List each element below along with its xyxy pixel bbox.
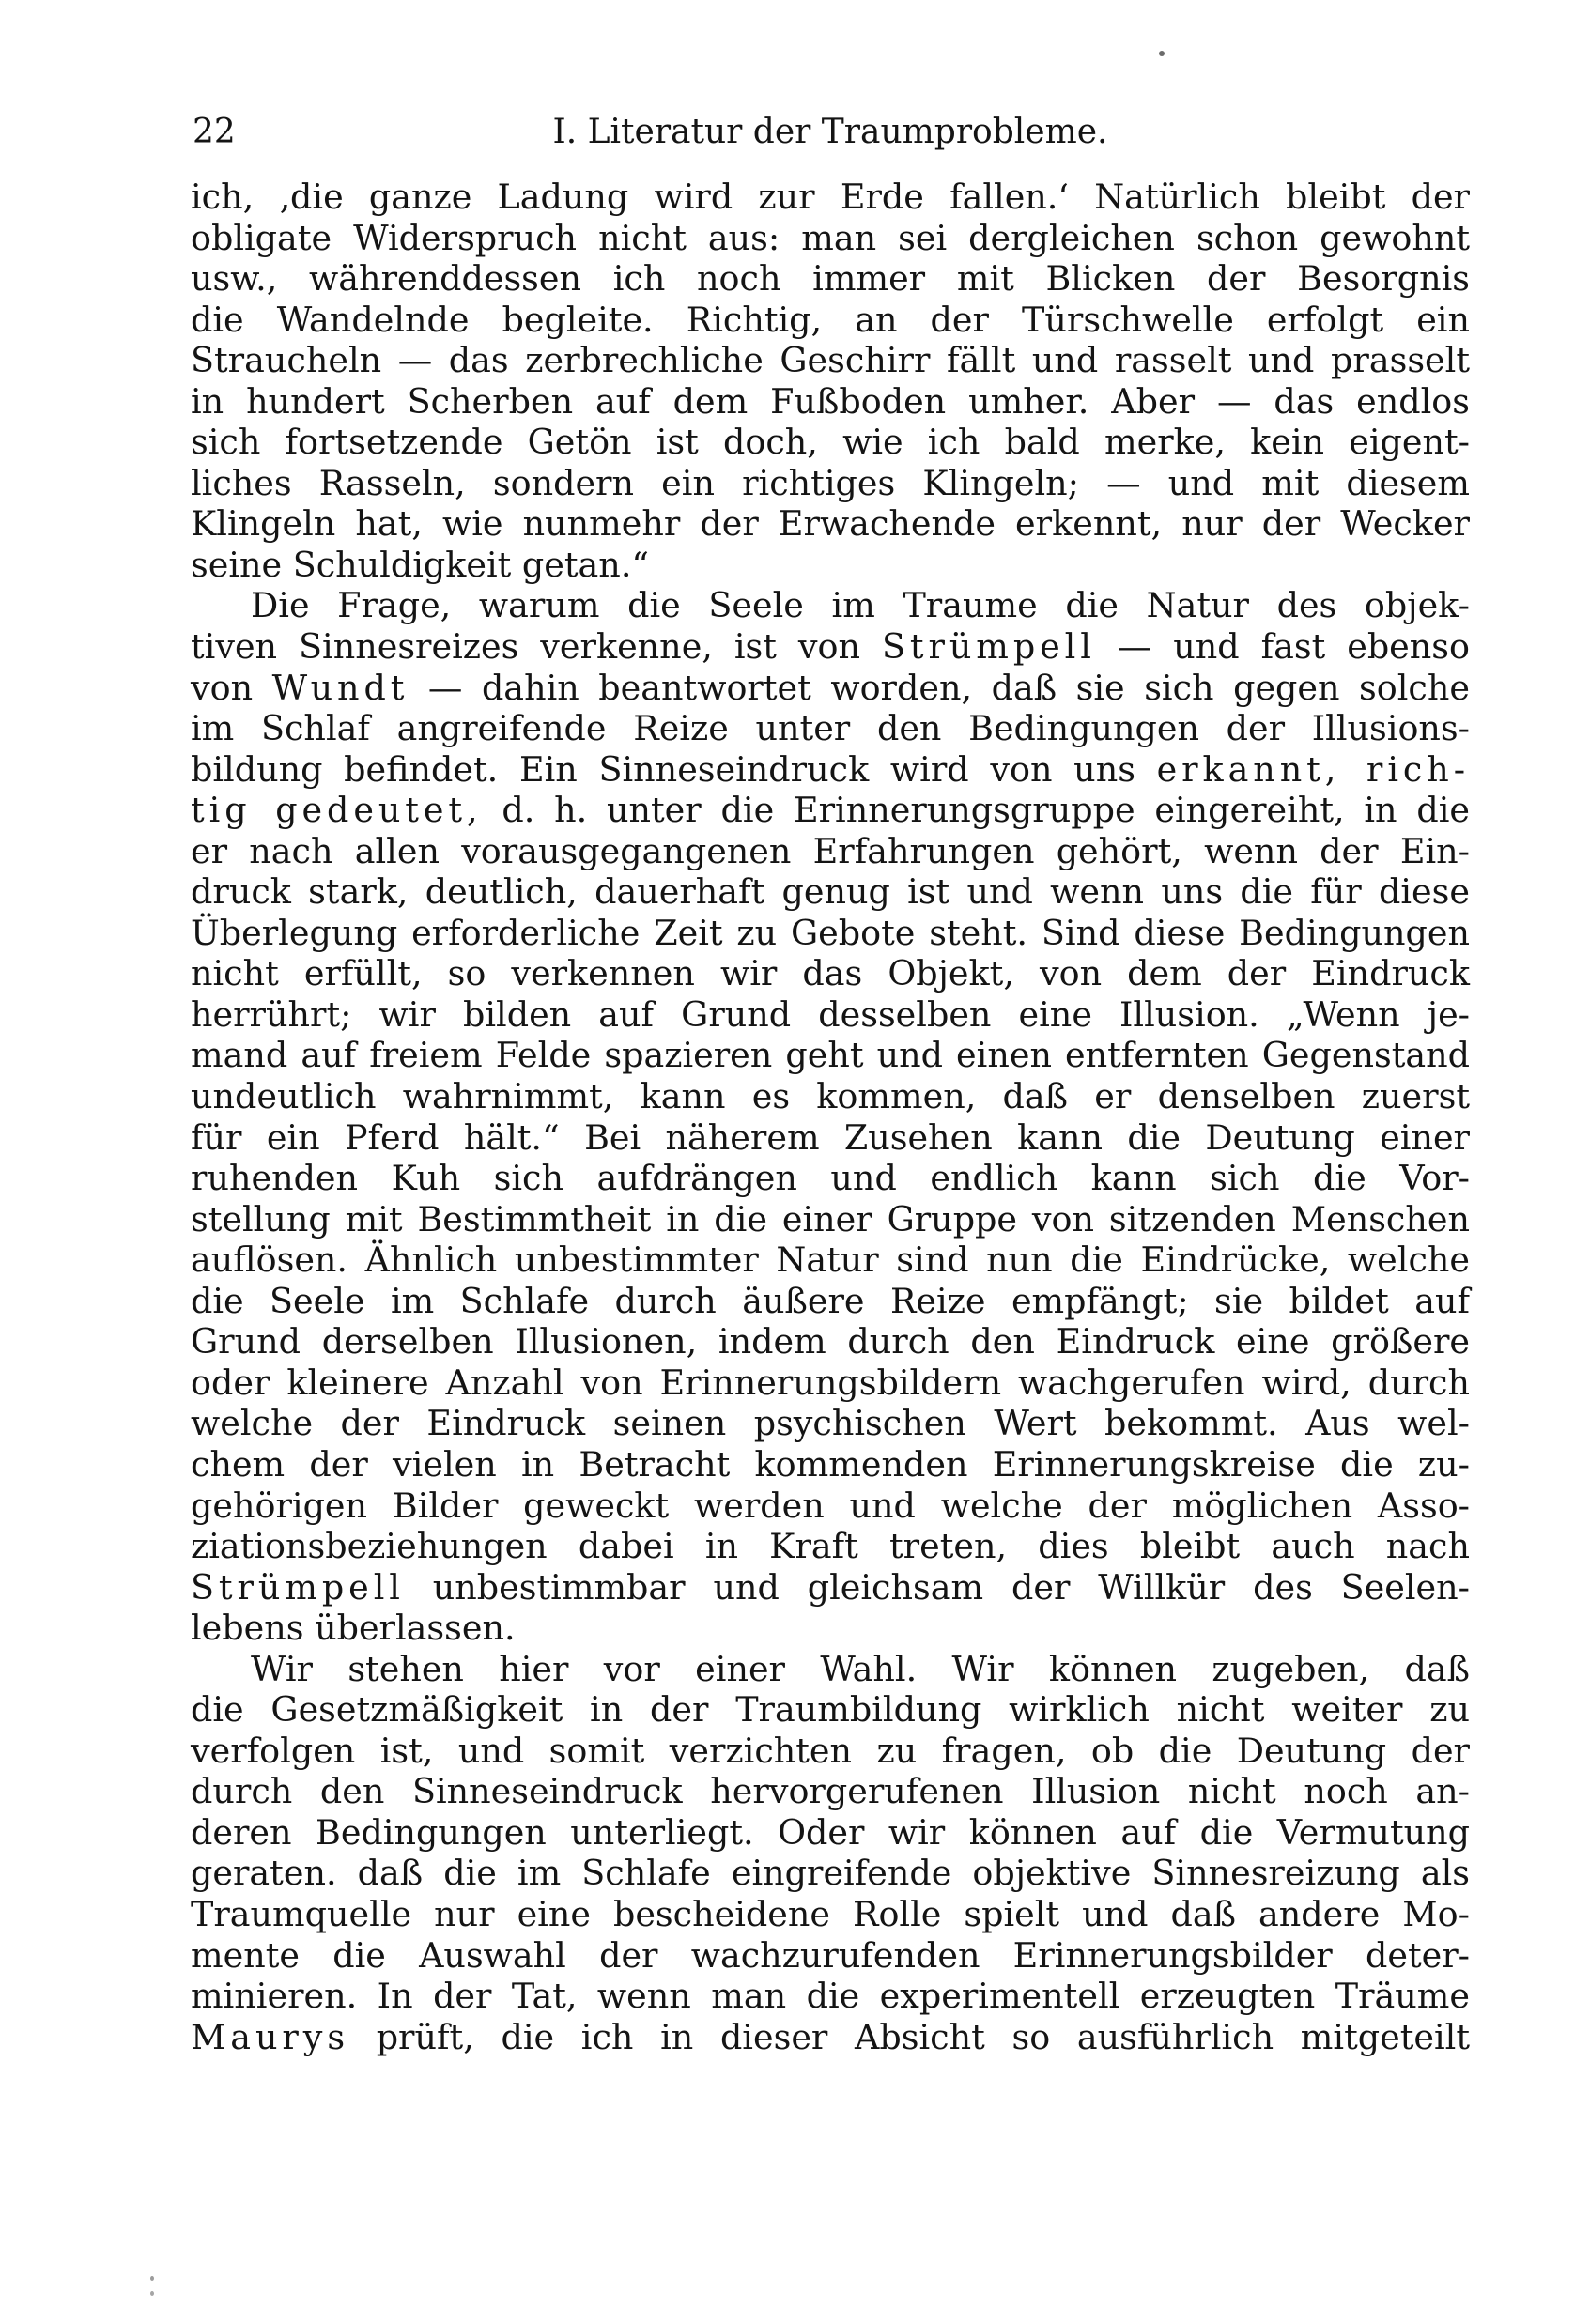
text-line (191, 1853, 1470, 1894)
text-segment: oder kleinere Anzahl von Erinnerungsbildern wachgerufen wird, durch (191, 1362, 1470, 1403)
text-line (191, 1894, 1470, 1935)
text-line (191, 1812, 1470, 1854)
letterspaced-text: tig gedeutet, (191, 790, 483, 831)
text-segment: gehörigen Bilder geweckt werden und welche der möglichen Asso- (191, 1485, 1470, 1526)
text-segment: die Seele im Schlafe durch äußere Reize empfängt; sie bildet auf (191, 1280, 1470, 1321)
text-segment: ich, ‚die ganze Ladung wird zur Erde fallen.‘ Natürlich bleibt der (191, 177, 1470, 217)
text-segment: auflösen. Ähnlich unbestimmter Natur sind nun die Eindrücke, welche (191, 1239, 1470, 1281)
text-line (191, 1935, 1470, 1977)
text-segment: liches Rasseln, sondern ein richtiges Klingeln; — und mit diesem (191, 462, 1470, 503)
text-segment: Die Frage, warum die Seele im Traume die Natur des objek- (251, 585, 1470, 626)
text-segment: prüft, die ich in dieser Absicht so ausführlich mitgeteilt (349, 2016, 1470, 2057)
page-number: 22 (193, 113, 236, 151)
text-line (191, 1771, 1470, 1812)
text-segment: nicht erfüllt, so verkennen wir das Objekt, von dem der Eindruck (191, 953, 1470, 994)
text-line (191, 831, 1470, 872)
scan-speck (1159, 51, 1165, 56)
running-title: I. Literatur der Traumprobleme. (552, 113, 1108, 151)
text-segment: — und fast ebenso (1095, 626, 1470, 668)
text-line (191, 545, 1470, 586)
text-line (191, 1649, 1470, 1690)
text-line (191, 1731, 1470, 1772)
text-line (191, 177, 1470, 218)
text-segment: tiven Sinnesreizes verkenne, ist von (191, 626, 882, 668)
text-segment: ruhenden Kuh sich aufdrängen und endlich kann sich die Vor- (191, 1158, 1470, 1199)
text-line (191, 381, 1470, 423)
text-segment: lebens überlassen. (191, 1608, 516, 1649)
text-line (191, 1239, 1470, 1281)
text-segment: deren Bedingungen unterliegt. Oder wir können auf die Vermutung (191, 1811, 1470, 1853)
letterspaced-text: Strümpell (191, 1566, 405, 1608)
text-line (191, 1689, 1470, 1731)
scan-speck (150, 2291, 154, 2296)
text-segment: im Schlaf angreifende Reize unter den Bedingungen der Illusions- (191, 708, 1470, 749)
text-segment: verfolgen ist, und somit verzichten zu fragen, ob die Deutung der (191, 1730, 1470, 1771)
text-line (191, 1567, 1470, 1608)
text-segment: sich fortsetzende Getön ist doch, wie ich bald merke, kein eigent- (191, 422, 1470, 463)
text-segment: bildung befindet. Ein Sinneseindruck wird von uns (191, 748, 1157, 790)
text-line (191, 668, 1470, 709)
text-segment: für ein Pferd hält.“ Bei näherem Zusehen kann die Deutung einer (191, 1116, 1470, 1158)
text-segment: Straucheln — das zerbrechliche Geschirr fällt und rasselt und prasselt (191, 340, 1470, 381)
text-segment: chem der vielen in Betracht kommenden Erinnerungskreise die zu- (191, 1443, 1470, 1485)
text-line (191, 913, 1470, 954)
text-segment: Überlegung erforderliche Zeit zu Gebote steht. Sind diese Bedingungen (191, 912, 1470, 953)
text-segment: in hundert Scherben auf dem Fußboden umher. Aber — das endlos (191, 380, 1470, 422)
text-segment: Grund derselben Illusionen, indem durch den Eindruck eine größere (191, 1321, 1470, 1362)
text-line (191, 1608, 1470, 1649)
text-segment: d. h. unter die Erinnerungsgruppe eingereiht, in die (482, 790, 1471, 831)
letterspaced-text: erkannt, rich- (1156, 748, 1470, 790)
text-line (191, 1076, 1470, 1117)
text-line (191, 2017, 1470, 2058)
text-line (191, 1485, 1470, 1527)
page-header (191, 111, 1470, 154)
text-line (191, 1321, 1470, 1362)
text-line (191, 218, 1470, 259)
text-line (191, 1526, 1470, 1567)
text-line (191, 790, 1470, 831)
text-segment: undeutlich wahrnimmt, kann es kommen, daß er denselben zuerst (191, 1076, 1470, 1117)
text-line (191, 1362, 1470, 1404)
text-segment: obligate Widerspruch nicht aus: man sei dergleichen schon gewohnt (191, 217, 1470, 258)
text-line (191, 1035, 1470, 1076)
text-line (191, 422, 1470, 463)
text-segment: usw., währenddessen ich noch immer mit Blicken der Besorgnis (191, 258, 1470, 300)
text-line (191, 1281, 1470, 1322)
scan-speck (150, 2276, 154, 2281)
text-segment: die Gesetzmäßigkeit in der Traumbildung wirklich nicht weiter zu (191, 1689, 1470, 1731)
text-segment: mente die Auswahl der wachzurufenden Erinnerungsbilder deter- (191, 1934, 1470, 1976)
text-line (191, 1403, 1470, 1444)
text-segment: stellung mit Bestimmtheit in die einer Gruppe von sitzenden Menschen (191, 1198, 1470, 1239)
text-segment: minieren. In der Tat, wenn man die experimentell erzeugten Träume (191, 1976, 1470, 2017)
text-line (191, 708, 1470, 749)
text-segment: herrührt; wir bilden auf Grund desselben eine Illusion. „Wenn je- (191, 993, 1470, 1035)
text-segment: geraten. daß die im Schlafe eingreifende objektive Sinnesreizung als (191, 1853, 1470, 1894)
text-line (191, 1976, 1470, 2017)
text-line (191, 585, 1470, 626)
text-line (191, 994, 1470, 1036)
text-line (191, 258, 1470, 300)
text-line (191, 340, 1470, 381)
text-line (191, 953, 1470, 994)
text-segment: welche der Eindruck seinen psychischen Wert bekommt. Aus wel- (191, 1403, 1470, 1444)
text-segment: seine Schuldigkeit getan.“ (191, 544, 650, 585)
letterspaced-text: Strümpell (881, 626, 1096, 668)
letterspaced-text: Maurys (191, 2016, 350, 2057)
text-segment: druck stark, deutlich, dauerhaft genug ist und wenn uns die für diese (191, 871, 1470, 913)
text-segment: — dahin beantwortet worden, daß sie sich gegen solche (409, 667, 1470, 708)
text-line (191, 1117, 1470, 1159)
text-line (191, 1158, 1470, 1199)
page-text (191, 177, 1470, 2057)
text-segment: Wir stehen hier vor einer Wahl. Wir können zugeben, daß (251, 1648, 1470, 1689)
text-segment: Klingeln hat, wie nunmehr der Erwachende erkennt, nur der Wecker (191, 503, 1470, 545)
text-segment: ziationsbeziehungen dabei in Kraft treten, dies bleibt auch nach (191, 1526, 1470, 1567)
text-segment: mand auf freiem Felde spazieren geht und einen entfernten Gegenstand (191, 1035, 1470, 1076)
text-line (191, 1199, 1470, 1240)
text-line (191, 503, 1470, 545)
text-line (191, 871, 1470, 913)
text-line (191, 463, 1470, 504)
text-line (191, 749, 1470, 791)
text-segment: von (191, 667, 272, 708)
text-segment: er nach allen vorausgegangenen Erfahrungen gehört, wenn der Ein- (191, 830, 1470, 871)
text-segment: die Wandelnde begleite. Richtig, an der Türschwelle erfolgt ein (191, 299, 1470, 340)
text-segment: unbestimmbar und gleichsam der Willkür des Seelen- (404, 1566, 1470, 1608)
letterspaced-text: Wundt (271, 667, 409, 708)
text-line (191, 626, 1470, 668)
text-line (191, 1444, 1470, 1485)
text-line (191, 300, 1470, 341)
text-segment: durch den Sinneseindruck hervorgerufenen Illusion nicht noch an- (191, 1771, 1470, 1812)
text-segment: Traumquelle nur eine bescheidene Rolle spielt und daß andere Mo- (191, 1893, 1470, 1934)
